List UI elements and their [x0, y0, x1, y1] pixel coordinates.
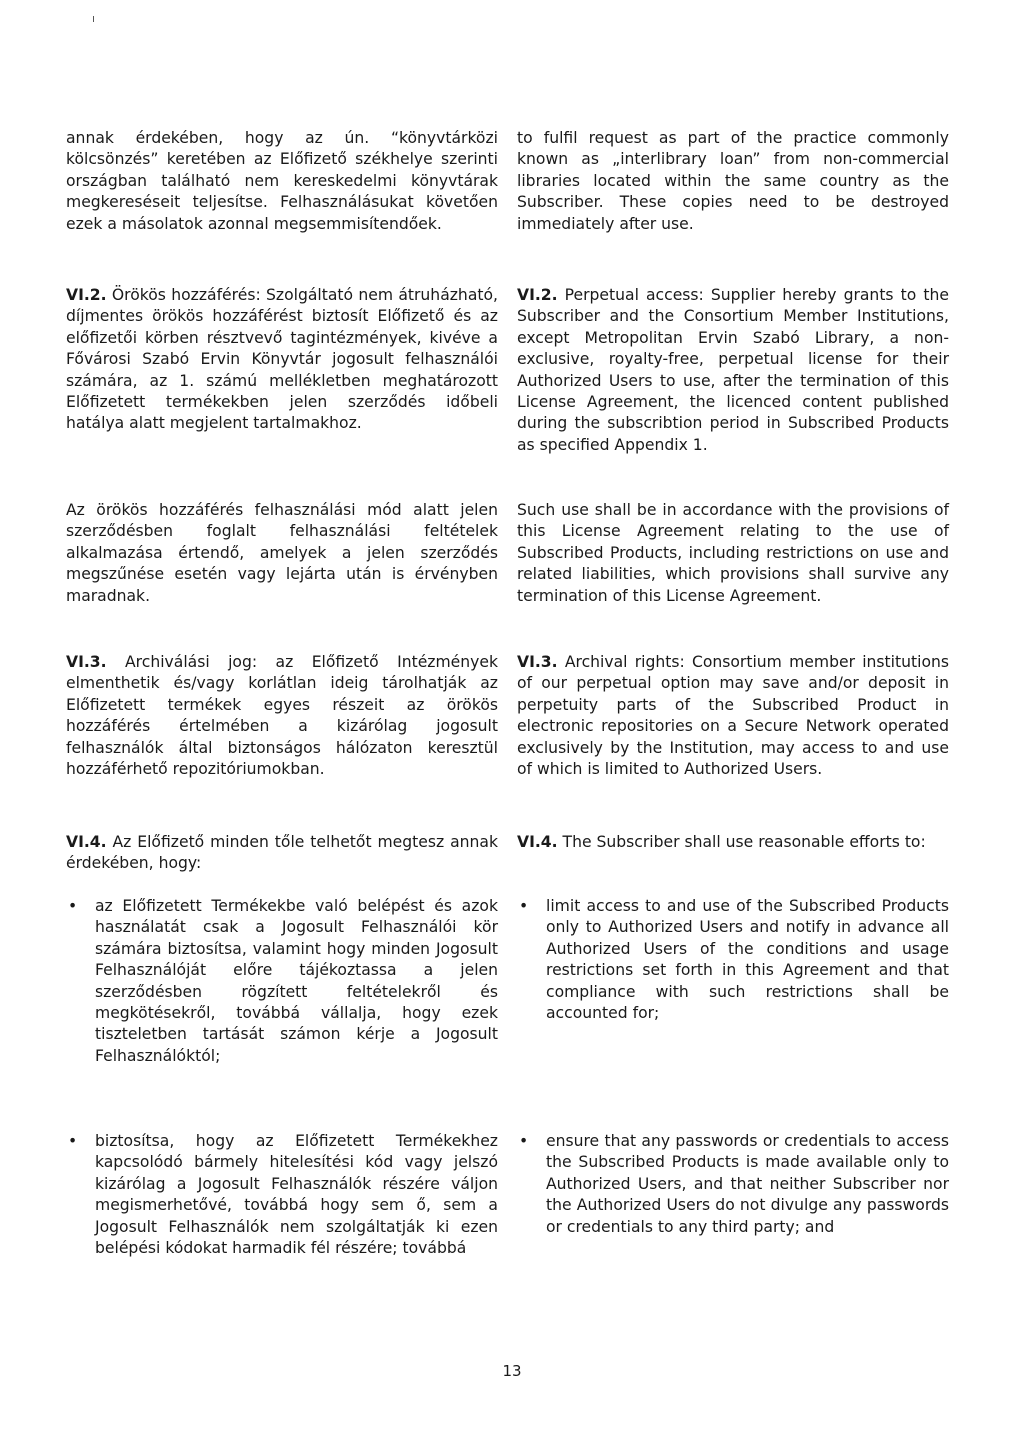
- bullet-text: biztosítsa, hogy az Előfizetett Termékekhez kapcsolódó bármely hitelesítési kód vagy jelszó kizárólag a Jogosult Felhasználók részére váljon megismerhetővé, továbbá hogy sem ő, sem a Jogosult Felhasználók nem szolgáltatják ki ezen belépési kódokat harmadik fél részére; továbbá: [95, 1132, 498, 1258]
- bullet-item: [517, 1131, 949, 1238]
- bullet-text: az Előfizetett Termékekbe való belépést és azok használatát csak a Jogosult Felhasználói kör számára biztosítsa, valamint hogy minden Jogosult Felhasználóját előre tájékoztassa a jelen szerződésben rögzített feltételekről és megkötésekről, továbbá vállalja, hogy ezek tiszteletben tartását számon kérje a Jogosult Felhasználóktól;: [95, 897, 498, 1065]
- section-6-3-label: VI.3.: [66, 653, 107, 671]
- intro-paragraph: annak érdekében, hogy az ún. “könyvtárközi kölcsönzés” keretében az Előfizető székhelye szerinti országban található nem kereskedelmi könyvtárak megkereséseit teljesítse. Felhasználásukat követően ezek a másolatok azonnal megsemmisítendőek.: [66, 129, 498, 233]
- section-6-2-text: Perpetual access: Supplier hereby grants to the Subscriber and the Consortium Member Institutions, except Metropolitan Ervin Szabó Library, a non-exclusive, royalty-free, perpetual license for their Authorized Users to use, after the termination of this License Agreement, the licenced content published during the subscribtion period in Subscribed Products as specified Appendix 1.: [517, 286, 949, 454]
- section-6-3-paragraph: [66, 652, 498, 780]
- bullet-dot: •: [68, 897, 78, 915]
- bullet-dot: •: [68, 1132, 78, 1150]
- section-6-3-text: Archival rights: Consortium member institutions of our perpetual option may save and/or deposit in perpetuity parts of the Subscribed Product in electronic repositories on a Secure Network operated exclusively by the Institution, may access to and use of which is limited to Authorized Users.: [517, 653, 949, 779]
- section-6-2-second-paragraph: Such use shall be in accordance with the provisions of this License Agreement relating to the use of Subscribed Products, including restrictions on use and related liabilities, which provisions shall survive any termination of this License Agreement.: [517, 501, 949, 605]
- bullet-item: [517, 896, 949, 1024]
- section-6-3-text: Archiválási jog: az Előfizető Intézmények elmenthetik és/vagy korlátlan ideig tárolhatják az Előfizetett termékek egyes részeit az örökös hozzáférés értelmében a kizárólag jogosult felhasználók által biztonságos hálózaton keresztül hozzáférhető repozitóriumokban.: [66, 653, 499, 779]
- page-number: 13: [502, 1362, 522, 1380]
- section-6-4-paragraph: [517, 832, 949, 853]
- bullet-item: [66, 896, 498, 1067]
- section-6-2-paragraph: [517, 285, 949, 456]
- bullet-text: ensure that any passwords or credentials to access the Subscribed Products is made available only to Authorized Users, and that neither Subscriber nor the Authorized Users do not divulge any passwords or credentials to any third party; and: [546, 1132, 949, 1236]
- bullet-dot: •: [519, 897, 529, 915]
- section-6-3-label: VI.3.: [517, 653, 558, 671]
- section-6-3-paragraph: [517, 652, 949, 780]
- bullet-item: [66, 1131, 498, 1259]
- section-6-4-label: VI.4.: [66, 833, 107, 851]
- scan-mark: [93, 16, 94, 22]
- section-6-2-paragraph: [66, 285, 498, 435]
- section-6-4-text: The Subscriber shall use reasonable efforts to:: [562, 833, 926, 851]
- section-6-2-second-paragraph: Az örökös hozzáférés felhasználási mód alatt jelen szerződésben foglalt felhasználási feltételek alkalmazása értendő, amelyek a jelen szerződés megszűnése esetén vagy lejárta után is érvényben maradnak.: [66, 501, 498, 605]
- section-6-4-paragraph: [66, 832, 498, 875]
- section-6-2-label: VI.2.: [66, 286, 107, 304]
- section-6-2-label: VI.2.: [517, 286, 558, 304]
- section-6-4-text: Az Előfizető minden tőle telhetőt megtesz annak érdekében, hogy:: [66, 833, 498, 873]
- bullet-text: limit access to and use of the Subscribed Products only to Authorized Users and notify in advance all Authorized Users of the conditions and usage restrictions set forth in this Agreement and that compliance with such restrictions shall be accounted for;: [546, 897, 949, 1023]
- bullet-dot: •: [519, 1132, 529, 1150]
- section-6-2-text: Örökös hozzáférés: Szolgáltató nem átruházható, díjmentes örökös hozzáférést biztosít Előfizető és az előfizetői körben résztvevő tagintézmények, kivéve a Fővárosi Szabó Ervin Könyvtár jogosult felhasználói számára, az 1. számú mellékletben meghatározott Előfizetett termékekben jelen szerződés időbeli hatálya alatt megjelent tartalmakhoz.: [66, 286, 498, 433]
- intro-paragraph: to fulfil request as part of the practice commonly known as „interlibrary loan” from non-commercial libraries located within the same country as the Subscriber. These copies need to be destroyed immediately after use.: [517, 129, 949, 233]
- section-6-4-label: VI.4.: [517, 833, 558, 851]
